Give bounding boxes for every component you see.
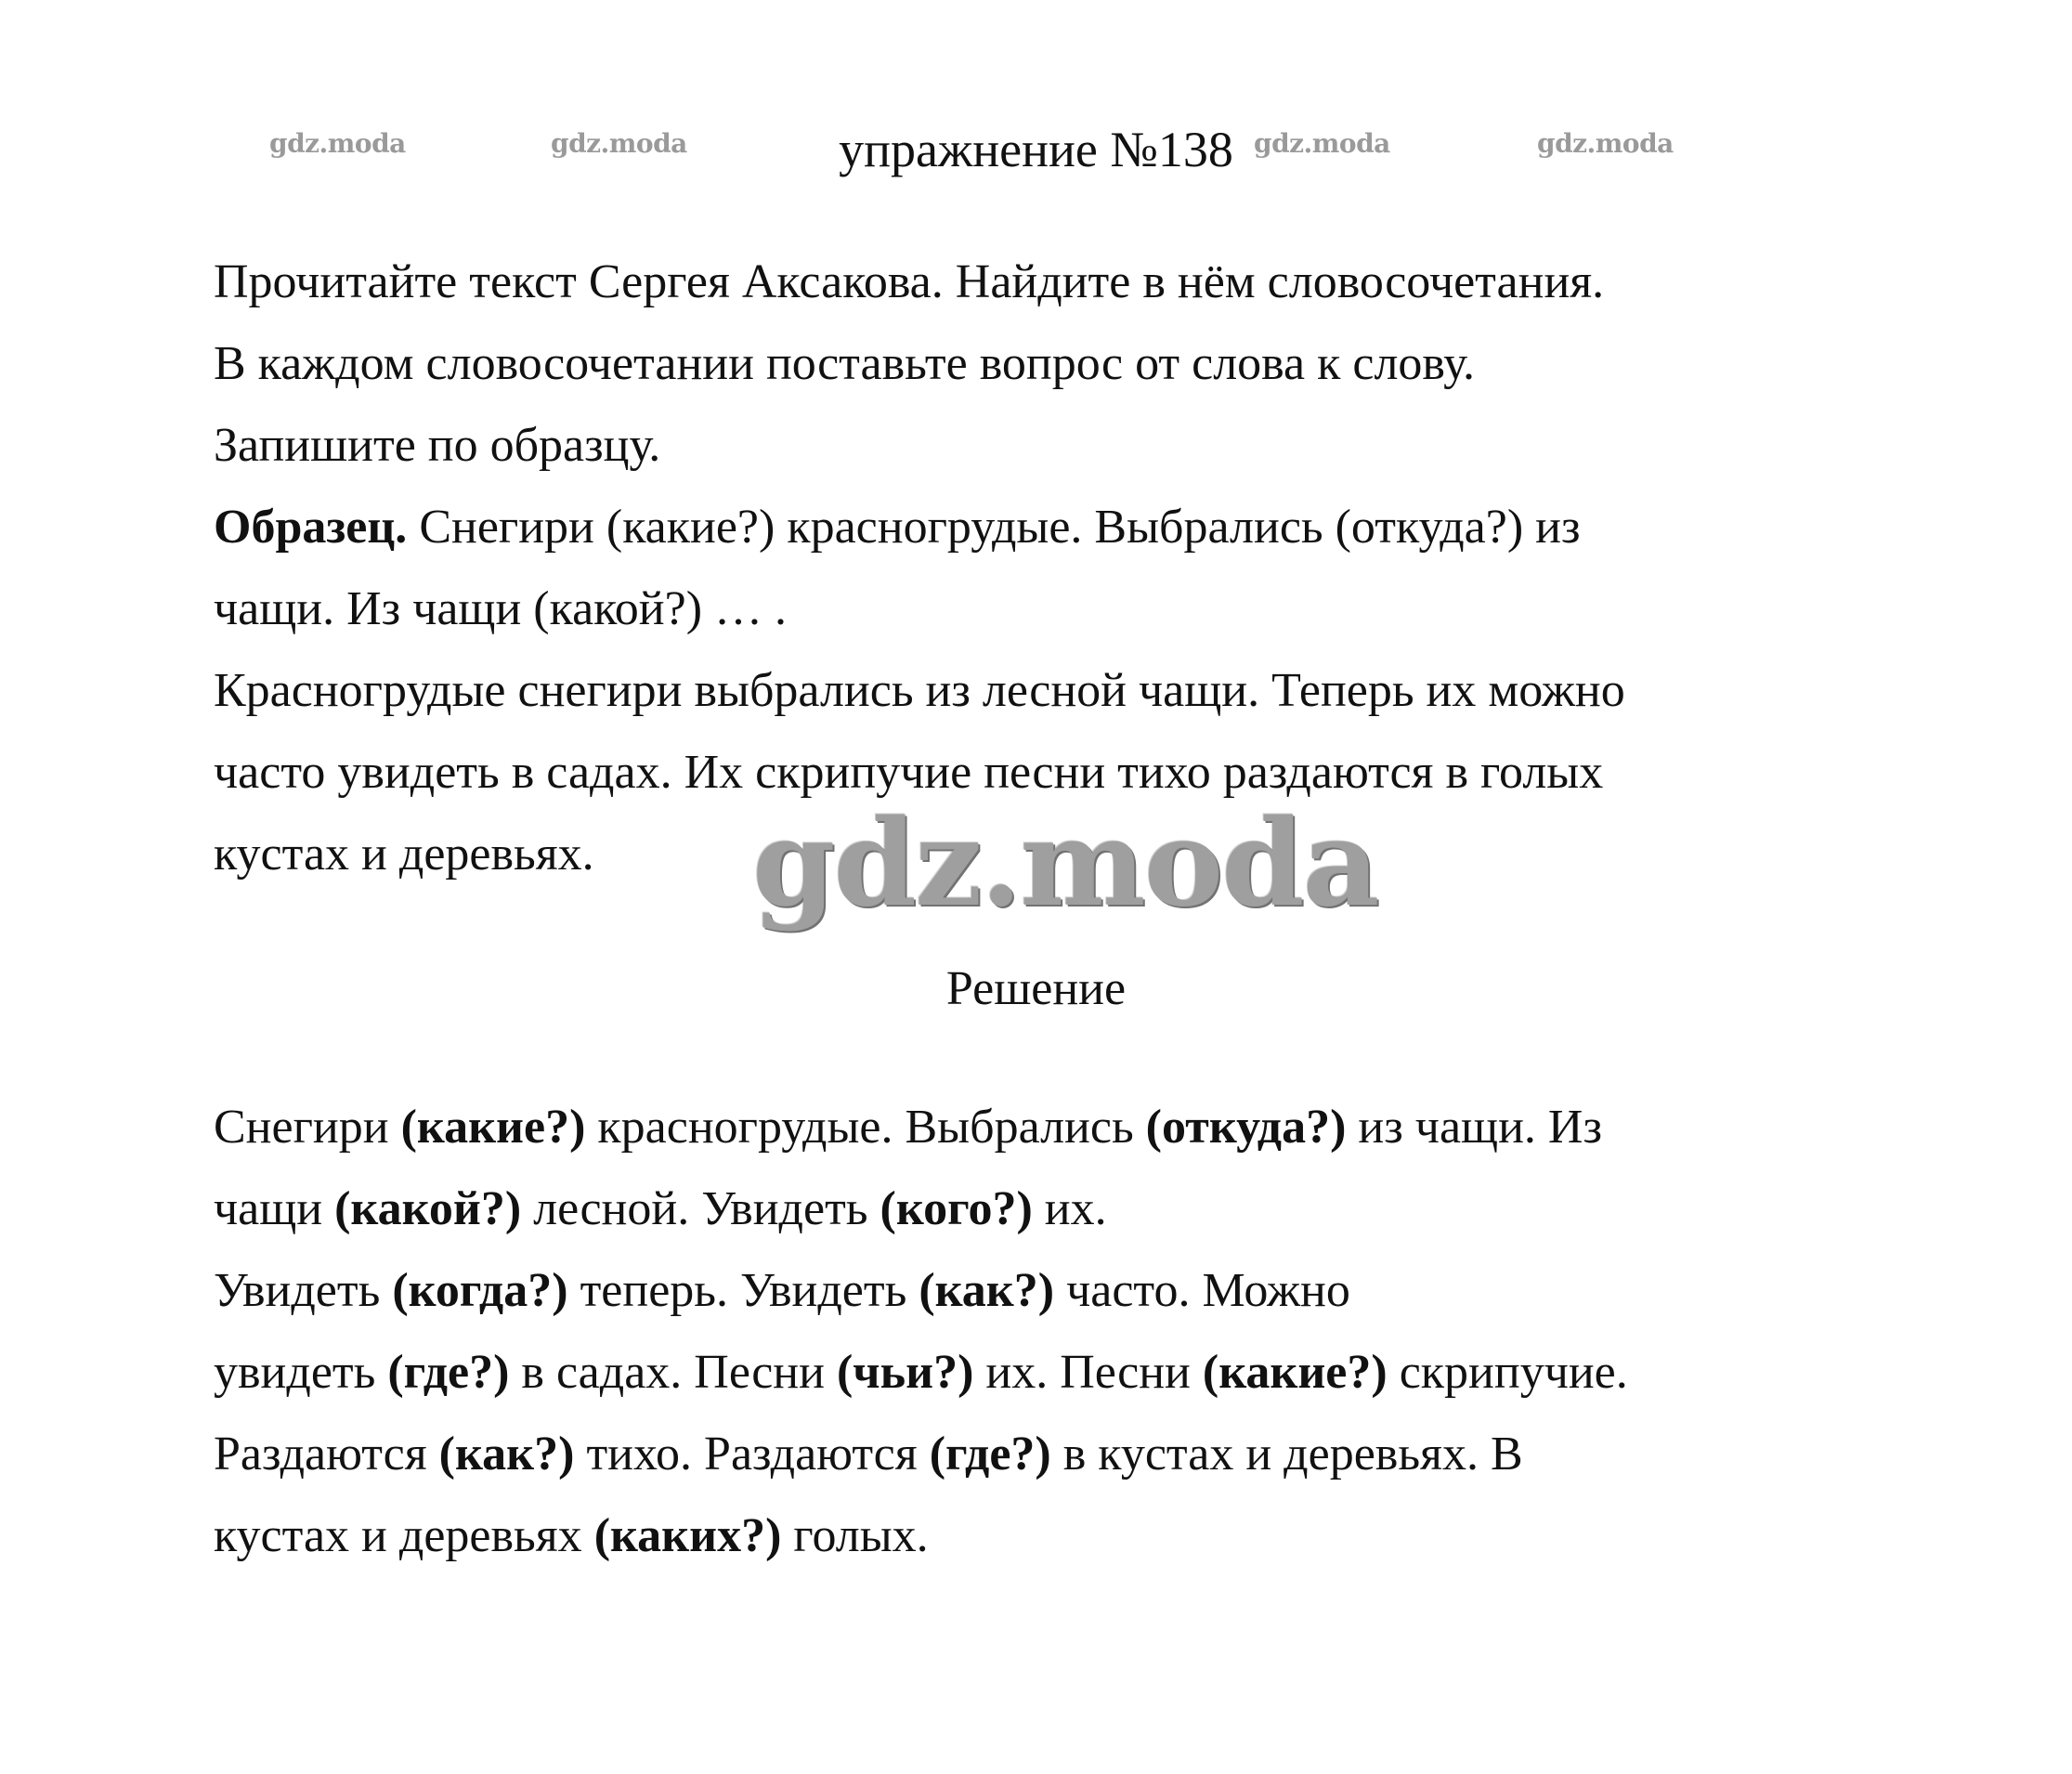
text-run: в садах. Песни	[509, 1346, 837, 1399]
source-text-line: кустах и деревьях.	[214, 828, 594, 880]
solution-line	[214, 1495, 1885, 1577]
task-line: Прочитайте текст Сергея Аксакова. Найдите в нём словосочетания.	[214, 255, 1605, 308]
text-run: чащи	[214, 1182, 335, 1235]
question: (чьи?)	[836, 1346, 974, 1399]
watermark-small-1: gdz.moda	[269, 128, 406, 159]
text-run: голых.	[781, 1509, 929, 1562]
question: (откуда?)	[1145, 1101, 1347, 1154]
text-run: из чащи. Из	[1346, 1101, 1602, 1154]
question: (как?)	[438, 1428, 575, 1481]
text-run: в кустах и деревьях. В	[1050, 1428, 1523, 1481]
question: (какой?)	[334, 1182, 522, 1235]
sample-line: чащи. Из чащи (какой?) … .	[214, 582, 788, 635]
text-run: Снегири	[214, 1101, 401, 1154]
solution-line	[214, 1414, 1885, 1495]
text-run: лесной. Увидеть	[521, 1182, 880, 1235]
watermark-large: gdz.moda	[752, 794, 1378, 933]
exercise-title: упражнение №138	[839, 122, 1233, 177]
solution-line	[214, 1168, 1885, 1250]
text-run: кустах и деревьях	[214, 1509, 594, 1562]
question: (как?)	[919, 1264, 1055, 1317]
question: (какие?)	[400, 1101, 586, 1154]
text-run: часто. Можно	[1054, 1264, 1350, 1317]
text-run: скрипучие.	[1387, 1346, 1628, 1399]
solution-line	[214, 1250, 1885, 1332]
text-run: их. Песни	[973, 1346, 1203, 1399]
text-run: тихо. Раздаются	[574, 1428, 930, 1481]
watermark-small-2: gdz.moda	[551, 128, 687, 159]
sample-line	[214, 487, 1885, 568]
text-run: Раздаются	[214, 1428, 439, 1481]
solution-heading: Решение	[945, 962, 1127, 1015]
text-run: увидеть	[214, 1346, 388, 1399]
source-text-line: Красногрудые снегири выбрались из лесной чащи. Теперь их можно	[214, 664, 1625, 717]
text-run: красногрудые. Выбрались	[585, 1101, 1146, 1154]
question: (когда?)	[392, 1264, 568, 1317]
question: (каких?)	[593, 1509, 782, 1562]
question: (где?)	[929, 1428, 1051, 1481]
question: (кого?)	[880, 1182, 1033, 1235]
text-run: теперь. Увидеть	[567, 1264, 919, 1317]
sample-text: Снегири (какие?) красногрудые. Выбрались (откуда?) из	[407, 501, 1581, 554]
question: (где?)	[387, 1346, 510, 1399]
solution-line	[214, 1332, 1885, 1414]
task-line: Запишите по образцу.	[214, 419, 661, 472]
question: (какие?)	[1202, 1346, 1388, 1399]
solution-text	[214, 1087, 1885, 1577]
text-run: Увидеть	[214, 1264, 393, 1317]
watermark-small-4: gdz.moda	[1537, 128, 1674, 159]
source-text-line: часто увидеть в садах. Их скрипучие песни тихо раздаются в голых	[214, 746, 1604, 799]
text-run: их.	[1032, 1182, 1107, 1235]
task-line: В каждом словосочетании поставьте вопрос от слова к слову.	[214, 337, 1475, 390]
solution-line	[214, 1087, 1885, 1168]
sample-label: Образец.	[214, 501, 408, 554]
watermark-small-3: gdz.moda	[1254, 128, 1390, 159]
